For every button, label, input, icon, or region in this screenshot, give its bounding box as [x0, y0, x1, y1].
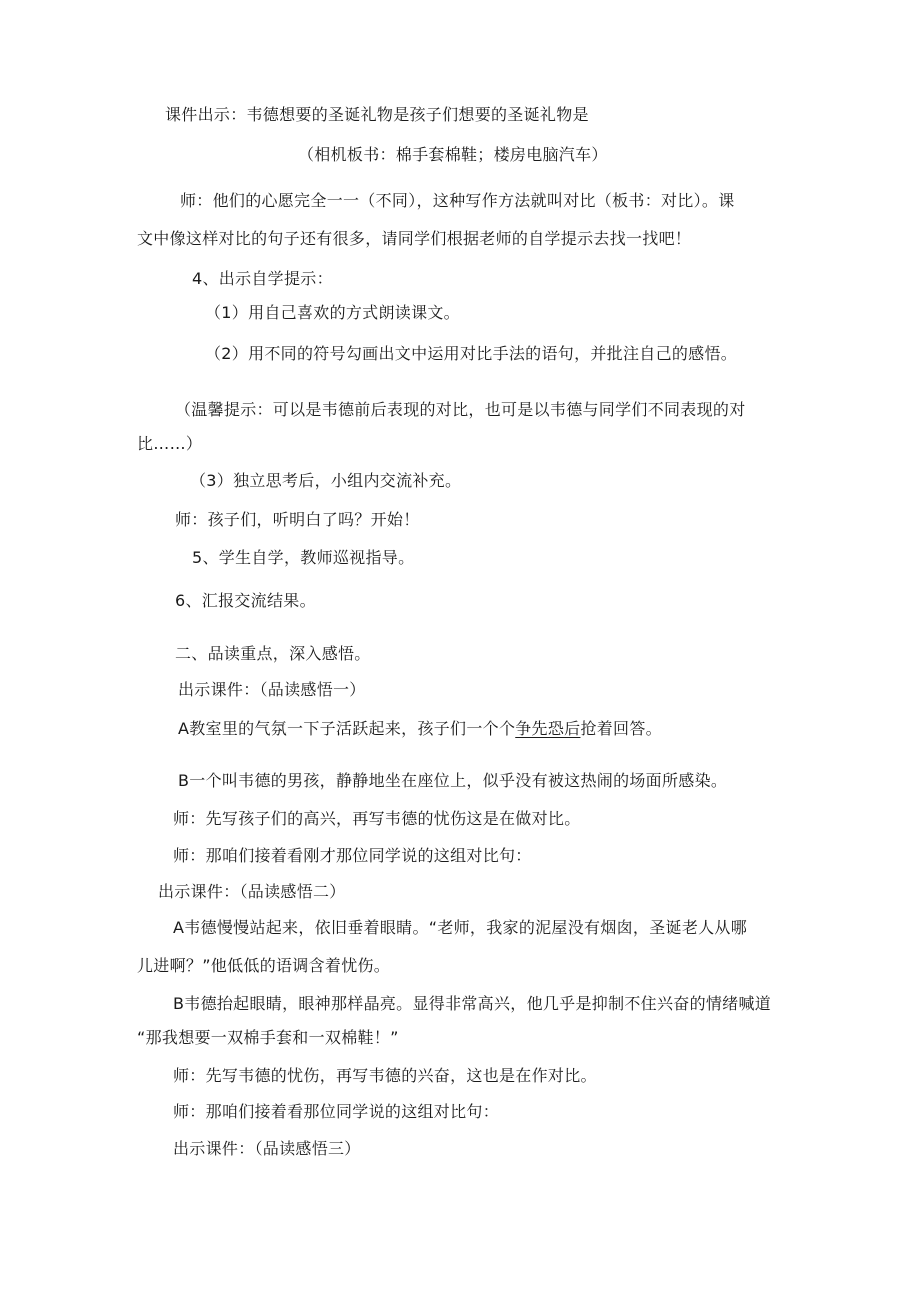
- text-line-11: 师：孩子们，听明白了吗？开始！: [175, 510, 420, 529]
- text-line-20: 出示课件：（品读感悟二）: [158, 882, 346, 901]
- text-line-18: 师：先写孩子们的高兴，再写韦德的忧伤这是在做对比。: [173, 809, 581, 828]
- text-line-10: （3）独立思考后，小组内交流补充。: [190, 471, 462, 490]
- text-line-13: 6、汇报交流结果。: [175, 591, 316, 610]
- text-line-8: （温馨提示：可以是韦德前后表现的对比，也可是以韦德与同学们不同表现的对: [175, 400, 746, 419]
- text-line-17: B一个叫韦德的男孩，静静地坐在座位上，似乎没有被这热闹的场面所感染。: [178, 771, 728, 790]
- text-line-15: 出示课件：（品读感悟一）: [178, 680, 366, 699]
- text-line-22: 儿进啊？”他低低的语调含着忧伤。: [137, 956, 391, 975]
- text-line-9: 比……）: [137, 434, 203, 453]
- text-line-3: 师：他们的心愿完全一一（不同），这种写作方法就叫对比（板书：对比）。课: [180, 191, 735, 210]
- text-line-16: [178, 718, 662, 740]
- text-line-14: 二、品读重点，深入感悟。: [175, 644, 371, 663]
- text-line-4: 文中像这样对比的句子还有很多，请同学们根据老师的自学提示去找一找吧！: [137, 229, 692, 248]
- underlined-phrase: 争先恐后: [515, 719, 581, 738]
- text-line-12: 5、学生自学，教师巡视指导。: [192, 548, 415, 567]
- text-line-24: “那我想要一双棉手套和一双棉鞋！”: [137, 1028, 399, 1047]
- text-line-7: （2）用不同的符号勾画出文中运用对比手法的语句，并批注自己的感悟。: [205, 344, 738, 363]
- text-line-2: （相机板书：棉手套棉鞋；楼房电脑汽车）: [298, 145, 608, 164]
- text-line-5: 4、出示自学提示：: [192, 269, 333, 288]
- text-line-1: 课件出示：韦德想要的圣诞礼物是孩子们想要的圣诞礼物是: [165, 105, 589, 124]
- text-line-6: （1）用自己喜欢的方式朗读课文。: [205, 303, 460, 322]
- text-line-26: 师：那咱们接着看那位同学说的这组对比句：: [173, 1102, 500, 1121]
- text-line-16-part-c: 抢着回答。: [580, 719, 662, 738]
- text-line-23: B韦德抬起眼睛，眼神那样晶亮。显得非常高兴，他几乎是抑制不住兴奋的情绪喊道: [173, 994, 772, 1013]
- text-line-21: A韦德慢慢站起来，依旧垂着眼睛。“老师，我家的泥屋没有烟囱，圣诞老人从哪: [173, 918, 748, 937]
- text-line-25: 师：先写韦德的忧伤，再写韦德的兴奋，这也是在作对比。: [173, 1066, 597, 1085]
- text-line-27: 出示课件：（品读感悟三）: [173, 1139, 361, 1158]
- text-line-16-part-a: A教室里的气氛一下子活跃起来，孩子们一个个: [178, 719, 516, 738]
- text-line-19: 师：那咱们接着看刚才那位同学说的这组对比句：: [173, 846, 532, 865]
